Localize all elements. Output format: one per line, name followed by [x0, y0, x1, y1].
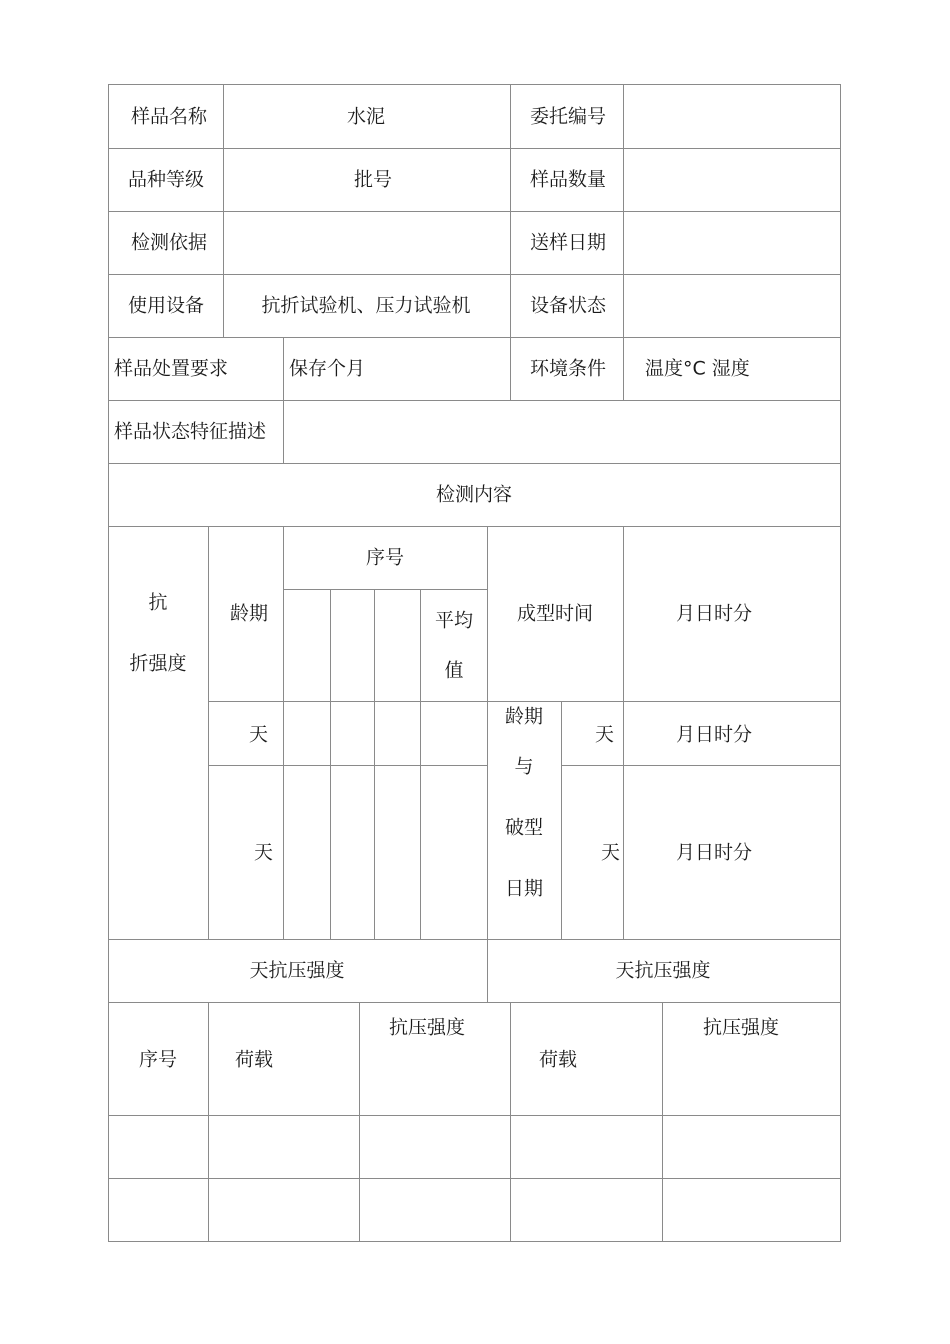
grid-line — [108, 1002, 841, 1003]
grid-line — [108, 148, 841, 149]
age-break-line1: 龄期 — [504, 705, 544, 728]
age-label: 龄期 — [229, 602, 269, 625]
compressive-left-header: 天抗压强度 — [249, 959, 345, 982]
compressive-seq-label: 序号 — [138, 1048, 178, 1071]
seq-label: 序号 — [365, 546, 405, 569]
grid-line — [330, 589, 331, 939]
break-time2: 月日时分 — [675, 841, 753, 864]
grid-line — [420, 589, 421, 939]
grid-line — [108, 337, 841, 338]
compressive-right-header: 天抗压强度 — [615, 959, 711, 982]
grid-line — [208, 701, 841, 702]
age-break-line4: 日期 — [504, 877, 544, 900]
sample-name-label: 样品名称 — [130, 105, 208, 128]
disposal-label: 样品处置要求 — [114, 357, 229, 380]
sample-qty-label: 样品数量 — [529, 168, 607, 191]
grid-line — [208, 765, 488, 766]
molding-time-value: 月日时分 — [675, 602, 753, 625]
env-label: 环境条件 — [529, 357, 607, 380]
grid-line — [208, 1002, 209, 1242]
commission-no-label: 委托编号 — [529, 105, 607, 128]
equipment-label: 使用设备 — [127, 294, 205, 317]
molding-time-label: 成型时间 — [516, 602, 594, 625]
grid-line — [283, 526, 284, 939]
grid-line — [374, 589, 375, 939]
grid-line — [108, 211, 841, 212]
env-value: 温度°C 湿度 — [645, 357, 750, 380]
equipment-status-label: 设备状态 — [529, 294, 607, 317]
grid-line — [623, 84, 624, 400]
grid-line — [510, 1002, 511, 1242]
equipment-value: 抗折试验机、压力试验机 — [261, 294, 471, 317]
load-left-label: 荷载 — [235, 1048, 274, 1071]
grid-line — [561, 701, 562, 939]
day-row1: 天 — [248, 723, 268, 746]
sample-name-value: 水泥 — [346, 105, 386, 128]
avg-label-line2: 值 — [444, 659, 464, 682]
variety-grade-label: 品种等级 — [127, 168, 205, 191]
grid-line — [223, 84, 224, 337]
break-day1: 天 — [594, 723, 614, 746]
grid-line — [561, 765, 841, 766]
grid-line — [108, 84, 109, 1242]
grid-line — [623, 526, 624, 939]
test-basis-label: 检测依据 — [130, 231, 208, 254]
flexural-label-line1: 抗 — [148, 591, 168, 614]
strength-left-label: 抗压强度 — [388, 1016, 466, 1039]
grid-line — [108, 939, 841, 940]
load-right-label: 荷载 — [539, 1048, 578, 1071]
grid-line — [283, 337, 284, 463]
grid-line — [840, 84, 841, 1242]
avg-label-line1: 平均 — [434, 609, 474, 632]
age-break-line3: 破型 — [504, 816, 544, 839]
grid-line — [510, 84, 511, 400]
strength-right-label: 抗压强度 — [702, 1016, 780, 1039]
batch-no-label: 批号 — [353, 168, 393, 191]
age-break-line2: 与 — [514, 755, 534, 778]
grid-line — [283, 589, 488, 590]
day-row2: 天 — [253, 841, 273, 864]
break-time1: 月日时分 — [675, 723, 753, 746]
grid-line — [487, 526, 488, 1002]
flexural-label-line2: 折强度 — [129, 652, 187, 675]
disposal-value: 保存个月 — [289, 357, 366, 380]
break-day2: 天 — [600, 841, 620, 864]
grid-line — [359, 1002, 360, 1242]
grid-line — [108, 400, 841, 401]
grid-line — [108, 84, 841, 85]
grid-line — [108, 1115, 841, 1116]
grid-line — [108, 526, 841, 527]
delivery-date-label: 送样日期 — [529, 231, 607, 254]
grid-line — [108, 1241, 841, 1242]
state-desc-label: 样品状态特征描述 — [114, 420, 267, 443]
grid-line — [108, 274, 841, 275]
grid-line — [662, 1002, 663, 1242]
grid-line — [108, 463, 841, 464]
grid-line — [108, 1178, 841, 1179]
content-header: 检测内容 — [435, 483, 513, 506]
grid-line — [208, 526, 209, 939]
